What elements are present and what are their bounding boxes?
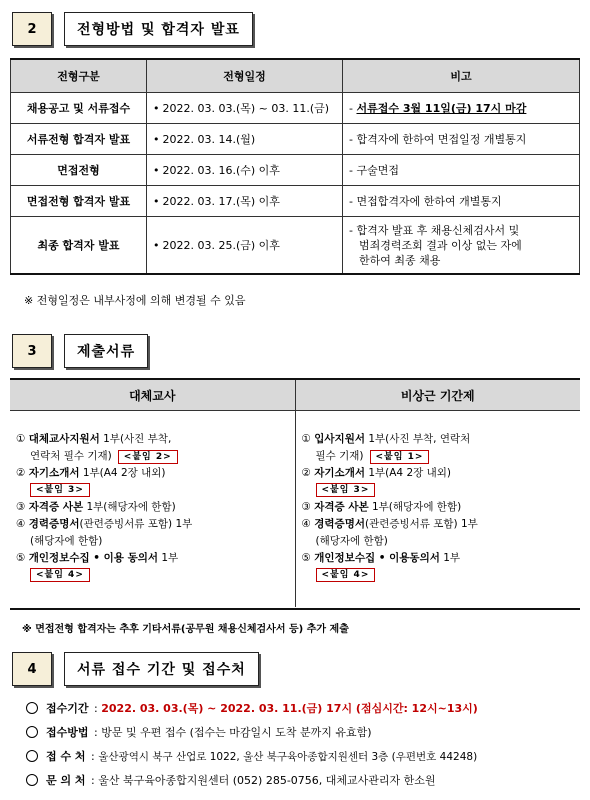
circle-bullet-icon: [26, 726, 38, 738]
documents-header: [10, 380, 580, 411]
list-item: ③ 자격증 사본 1부(해당자에 한함): [301, 501, 462, 513]
schedule-note: - 합격자에 한하여 면접일정 개별통지: [343, 124, 580, 155]
attachment-tag: <붙임 3>: [316, 483, 376, 497]
table-header-row: [11, 59, 580, 93]
attachment-tag: <붙임 2>: [118, 450, 178, 464]
section-title: 제출서류: [64, 334, 148, 368]
schedule-date: • 2022. 03. 03.(목) ~ 03. 11.(금): [147, 93, 343, 124]
circle-bullet-icon: [26, 702, 38, 714]
schedule-type: 최종 합격자 발표: [11, 217, 147, 275]
schedule-table: [10, 58, 580, 275]
table-row: [11, 93, 580, 124]
documents-left-column: ① 대체교사지원서 1부(사진 부착, 연락처 필수 기재) <붙임 2> ② 자기소개서 1부(A4 2장 내외) <붙임 3> ③ 자격증 사본 1부(해당자에 한함) ④ 경력증명서(관련증빙서류 포함) 1부 (해당자에 한함) ⑤ 개인정보수집 • 이용 동의서 1부 <붙임 4>: [10, 411, 296, 607]
column-header: 전형일정: [147, 59, 343, 93]
list-item: ① 대체교사지원서 1부(사진 부착,: [16, 433, 172, 445]
reception-method: 접수방법 : 방문 및 우편 접수 (접수는 마감일시 도착 분까지 유효함): [26, 724, 372, 740]
schedule-type: 면접전형 합격자 발표: [11, 186, 147, 217]
attachment-tag: <붙임 1>: [370, 450, 430, 464]
list-item: ② 자기소개서 1부(A4 2장 내외): [16, 467, 166, 479]
attachment-tag: <붙임 4>: [30, 568, 90, 582]
list-item: ① 입사지원서 1부(사진 부착, 연락처: [301, 433, 471, 445]
section-title: 서류 접수 기간 및 접수처: [64, 652, 259, 686]
column-header: 전형구분: [11, 59, 147, 93]
section-number: 3: [12, 334, 52, 368]
schedule-note: - 서류접수 3월 11일(금) 17시 마감: [343, 93, 580, 124]
schedule-type: 서류전형 합격자 발표: [11, 124, 147, 155]
documents-footnote: ※ 면접전형 합격자는 추후 기타서류(공무원 채용신체검사서 등) 추가 제출: [22, 624, 349, 635]
table-row: [11, 155, 580, 186]
table-row: [11, 124, 580, 155]
schedule-date: • 2022. 03. 17.(목) 이후: [147, 186, 343, 217]
circle-bullet-icon: [26, 750, 38, 762]
schedule-date: • 2022. 03. 16.(수) 이후: [147, 155, 343, 186]
circle-bullet-icon: [26, 774, 38, 786]
table-row: [11, 186, 580, 217]
list-item: ③ 자격증 사본 1부(해당자에 한함): [16, 501, 176, 513]
reception-period: 접수기간 : 2022. 03. 03.(목) ~ 2022. 03. 11.(금) 17시 (점심시간: 12시~13시): [26, 700, 478, 716]
schedule-note: - 구술면접: [343, 155, 580, 186]
schedule-footnote: ※ 전형일정은 내부사정에 의해 변경될 수 있음: [24, 294, 246, 307]
list-item: ⑤ 개인정보수집 • 이용 동의서 1부: [16, 552, 179, 564]
schedule-note: - 합격자 발표 후 채용신체검사서 및 범죄경력조회 결과 이상 없는 자에 한하여 최종 채용: [343, 217, 580, 275]
list-item: ② 자기소개서 1부(A4 2장 내외): [301, 467, 451, 479]
attachment-tag: <붙임 4>: [316, 568, 376, 582]
list-item: ⑤ 개인정보수집 • 이용동의서 1부: [301, 552, 461, 564]
documents-table: [10, 378, 580, 610]
schedule-type: 면접전형: [11, 155, 147, 186]
section-number: 4: [12, 652, 52, 686]
schedule-date: • 2022. 03. 14.(월): [147, 124, 343, 155]
schedule-note: - 면접합격자에 한하여 개별통지: [343, 186, 580, 217]
reception-place: 접 수 처 : 울산광역시 북구 산업로 1022, 울산 북구육아종합지원센터 3층 (우편번호 44248): [26, 748, 477, 764]
list-item: ④ 경력증명서(관련증빙서류 포함) 1부: [16, 518, 193, 530]
schedule-date: • 2022. 03. 25.(금) 이후: [147, 217, 343, 275]
documents-right-column: ① 입사지원서 1부(사진 부착, 연락처 필수 기재) <붙임 1> ② 자기소개서 1부(A4 2장 내외) <붙임 3> ③ 자격증 사본 1부(해당자에 한함) ④ 경력증명서(관련증빙서류 포함) 1부 (해당자에 한함) ⑤ 개인정보수집 • 이용동의서 1부 <붙임 4>: [296, 411, 581, 607]
table-row: [11, 217, 580, 275]
column-header: 대체교사: [10, 380, 296, 410]
section-3-header: [12, 334, 148, 368]
section-number: 2: [12, 12, 52, 46]
section-2-header: [12, 12, 253, 46]
column-header: 비상근 기간제: [400, 388, 475, 403]
attachment-tag: <붙임 3>: [30, 483, 90, 497]
list-item: ④ 경력증명서(관련증빙서류 포함) 1부: [301, 518, 478, 530]
section-4-header: [12, 652, 259, 686]
schedule-type: 채용공고 및 서류접수: [11, 93, 147, 124]
section-title: 전형방법 및 합격자 발표: [64, 12, 253, 46]
column-header: 비고: [343, 59, 580, 93]
reception-contact: 문 의 처 : 울산 북구육아종합지원센터 (052) 285-0756, 대체교사관리자 한소원: [26, 772, 436, 788]
